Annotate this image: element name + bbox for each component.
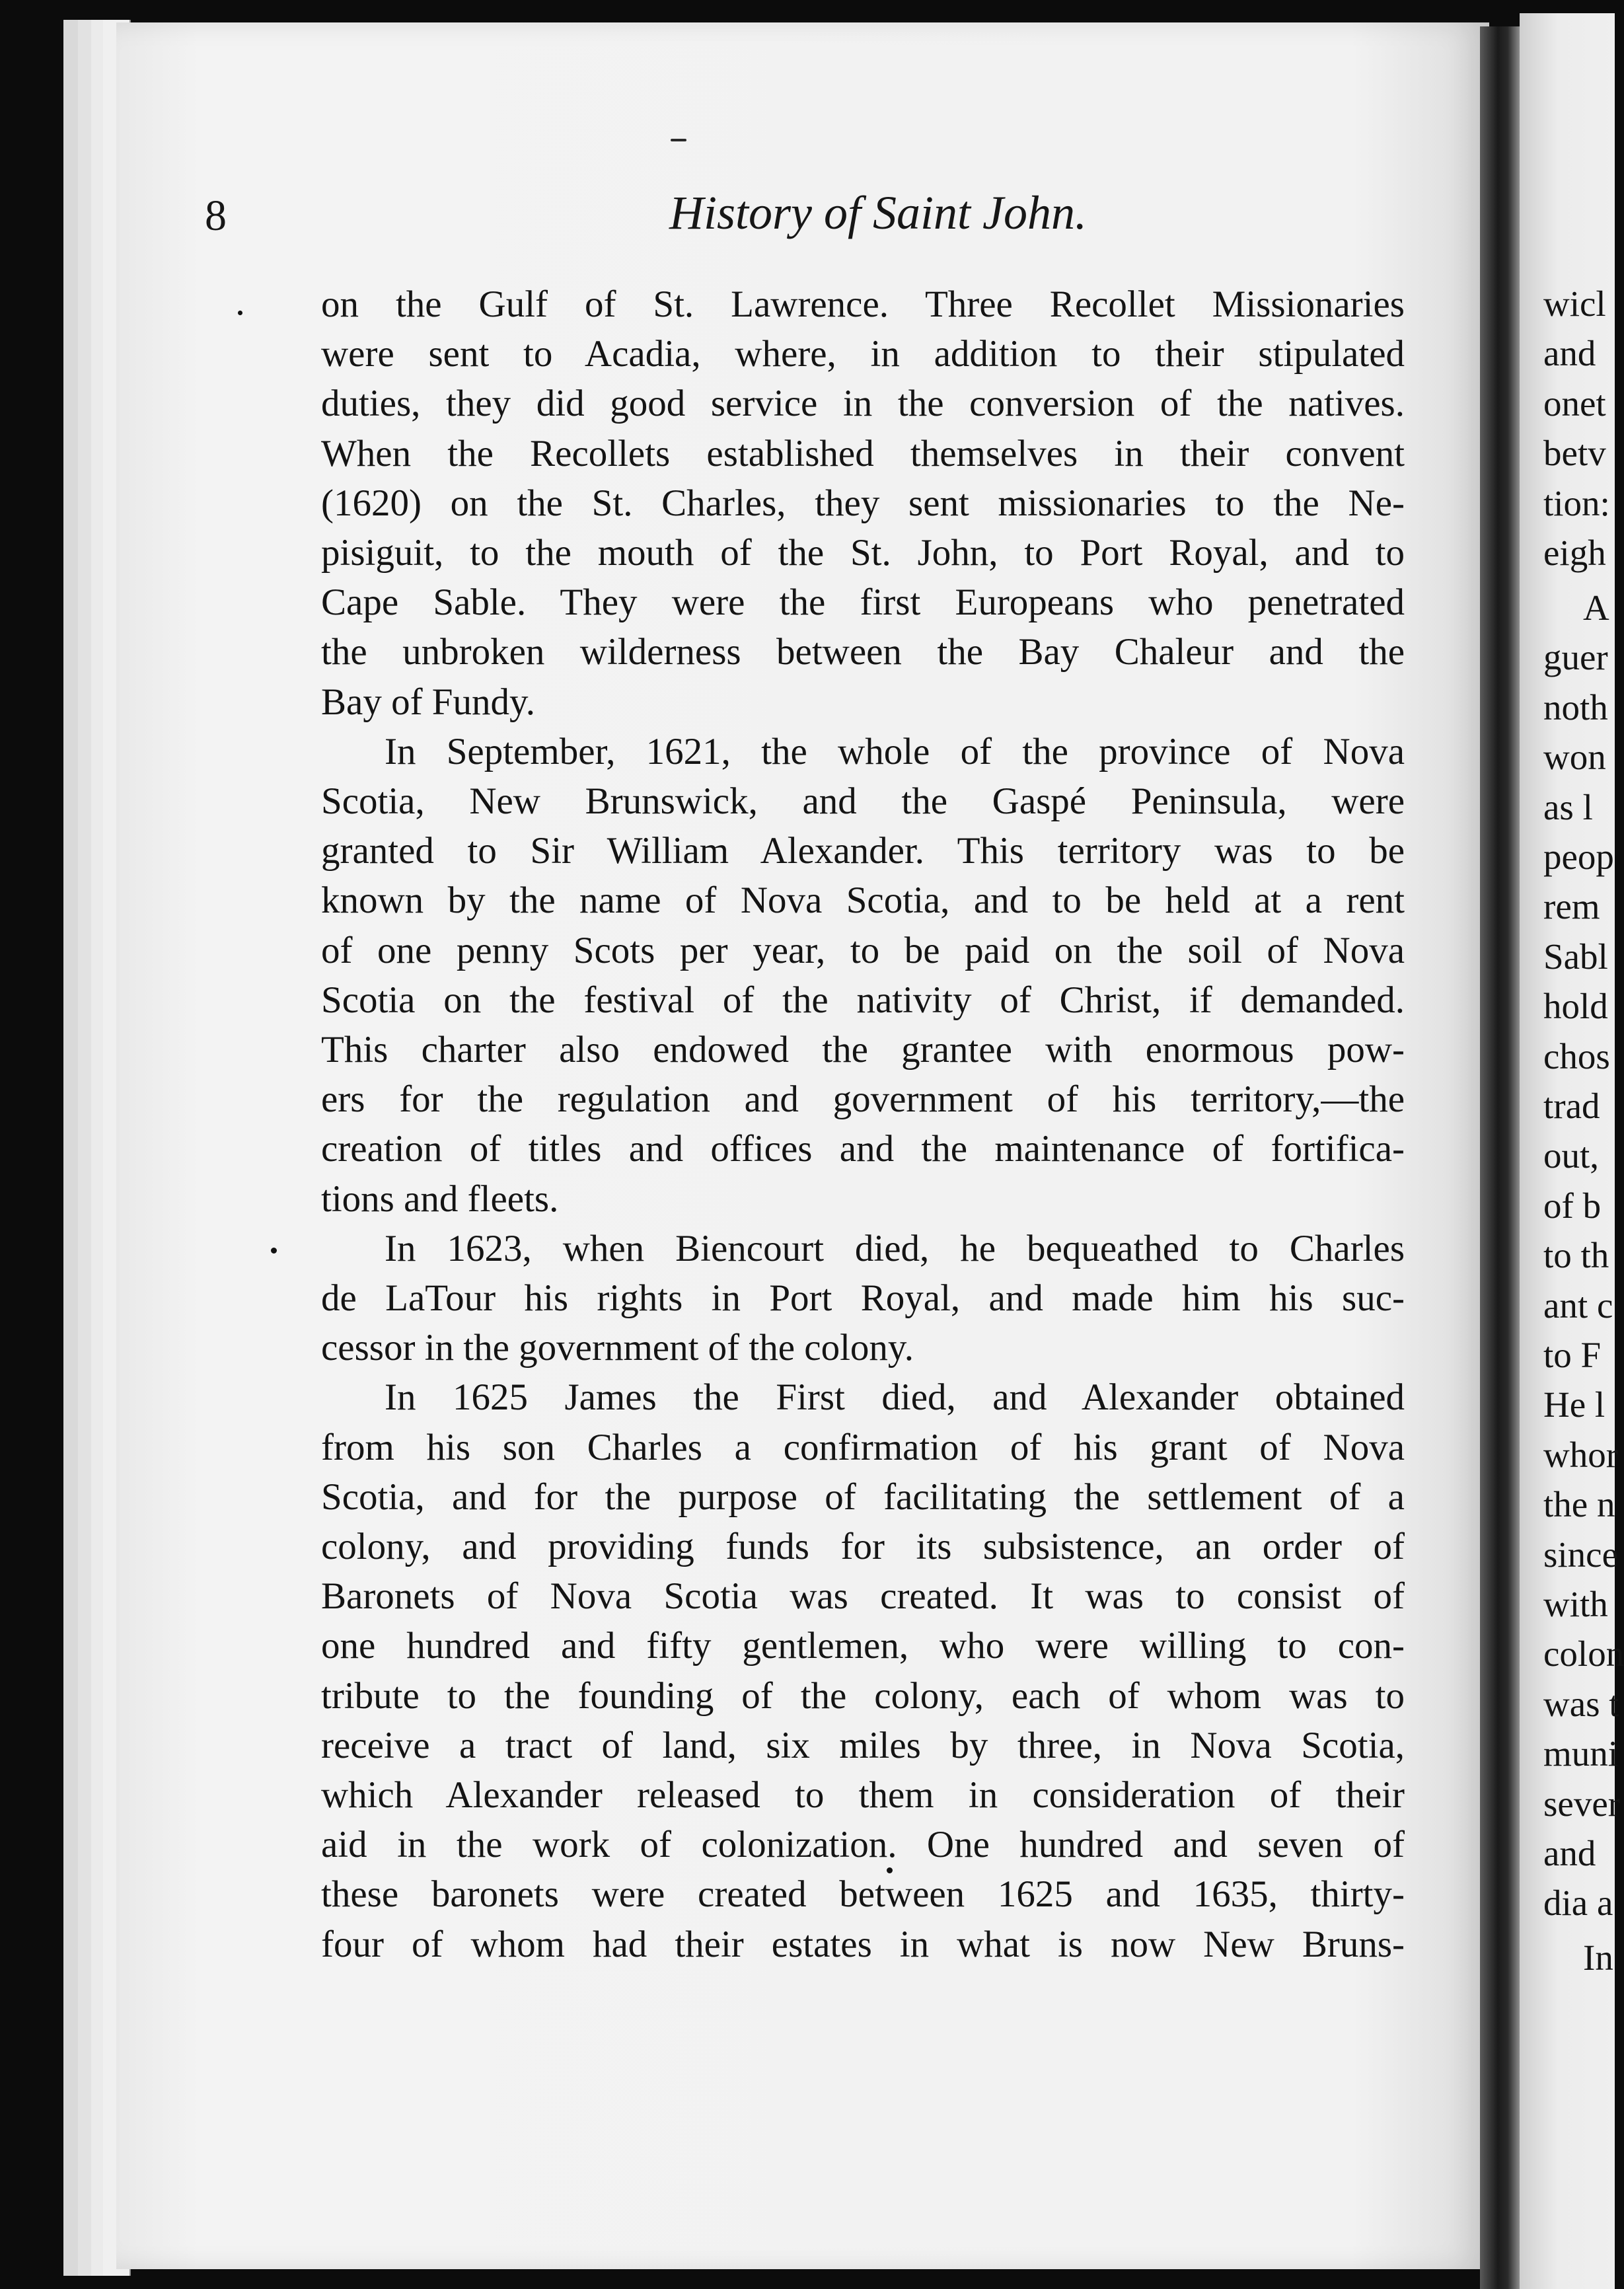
body-line: Cape Sable. They were the first Europeans who penetrated (321, 582, 1405, 623)
body-line: were sent to Acadia, where, in addition to their stipulated (321, 333, 1405, 375)
facing-line: wicl (1543, 283, 1606, 324)
body-line: four of whom had their estates in what is now New Bruns- (321, 1924, 1405, 1965)
body-line: from his son Charles a confirmation of his grant of Nova (321, 1427, 1405, 1468)
dust-speck (887, 1867, 893, 1873)
body-line: pisiguit, to the mouth of the St. John, to Port Royal, and to (321, 532, 1405, 574)
facing-line: rem (1543, 886, 1600, 926)
body-line: creation of titles and offices and the maintenance of fortifica- (321, 1128, 1405, 1170)
body-line: known by the name of Nova Scotia, and to be held at a rent (321, 880, 1405, 921)
body-line: receive a tract of land, six miles by three, in Nova Scotia, (321, 1725, 1405, 1766)
body-line: the unbroken wilderness between the Bay Chaleur and the (321, 631, 1405, 673)
facing-line: onet (1543, 383, 1606, 424)
facing-line: muni (1543, 1733, 1619, 1774)
facing-line: peop (1543, 837, 1614, 877)
facing-line: whor (1543, 1435, 1619, 1475)
dust-speck (671, 139, 686, 141)
facing-line: betv (1543, 433, 1606, 473)
facing-line: Sabl (1543, 936, 1608, 977)
facing-line: guer (1543, 637, 1608, 677)
facing-line: and (1543, 333, 1596, 373)
facing-line: was t (1543, 1684, 1619, 1724)
body-line: Scotia, and for the purpose of facilitating the settlement of a (321, 1476, 1405, 1518)
body-line: granted to Sir William Alexander. This territory was to be (321, 830, 1405, 872)
facing-line: ant c (1543, 1285, 1613, 1326)
body-line: of one penny Scots per year, to be paid on the soil of Nova (321, 930, 1405, 971)
facing-line: chos (1543, 1036, 1610, 1076)
facing-line: of b (1543, 1185, 1602, 1226)
body-line: In September, 1621, the whole of the province of Nova (385, 731, 1405, 772)
body-line: Scotia on the festival of the nativity of Christ, if demanded. (321, 979, 1405, 1021)
body-line: duties, they did good service in the conversion of the natives. (321, 383, 1405, 424)
facing-line: colon (1543, 1633, 1624, 1674)
body-line: ers for the regulation and government of his territory,—the (321, 1078, 1405, 1120)
facing-line: In (1583, 1937, 1613, 1978)
body-line: In 1623, when Biencourt died, he bequeathed to Charles (385, 1228, 1405, 1269)
facing-line: with (1543, 1584, 1608, 1624)
facing-line: A (1583, 587, 1609, 628)
body-line: on the Gulf of St. Lawrence. Three Recollet Missionaries (321, 283, 1405, 325)
dust-speck (238, 311, 242, 315)
body-line: one hundred and fifty gentlemen, who were willing to con- (321, 1625, 1405, 1667)
body-line: which Alexander released to them in consideration of their (321, 1774, 1405, 1816)
body-line: tribute to the founding of the colony, each of whom was to (321, 1675, 1405, 1717)
facing-line: as l (1543, 787, 1593, 827)
body-line: When the Recollets established themselves in their convent (321, 433, 1405, 474)
running-title (119, 186, 1492, 240)
body-line: aid in the work of colonization. One hundred and seven of (321, 1824, 1405, 1865)
facing-line: won (1543, 737, 1606, 777)
body-line: tions and fleets. (321, 1178, 559, 1220)
facing-line: sever (1543, 1783, 1621, 1824)
facing-line: since (1543, 1534, 1619, 1575)
running-title-text: History of Saint John. (669, 186, 1087, 239)
binding-gutter (1480, 26, 1520, 2289)
facing-line: noth (1543, 687, 1608, 728)
body-line: Scotia, New Brunswick, and the Gaspé Peninsula, were (321, 780, 1405, 822)
facing-line: tion: (1543, 483, 1610, 523)
body-line: these baronets were created between 1625 and 1635, thirty- (321, 1873, 1405, 1915)
body-line: This charter also endowed the grantee with enormous pow- (321, 1029, 1405, 1070)
facing-line: and (1543, 1833, 1596, 1873)
facing-line: trad (1543, 1086, 1600, 1126)
facing-line: hold (1543, 986, 1608, 1026)
facing-line: to F (1543, 1335, 1602, 1375)
facing-line: out, (1543, 1135, 1600, 1176)
body-line: Baronets of Nova Scotia was created. It was to consist of (321, 1575, 1405, 1617)
body-line: cessor in the government of the colony. (321, 1327, 914, 1369)
facing-line: the n (1543, 1484, 1615, 1524)
facing-line: eigh (1543, 533, 1606, 573)
facing-line: dia a (1543, 1883, 1613, 1923)
body-line: colony, and providing funds for its subsistence, an order of (321, 1526, 1405, 1567)
body-line: Bay of Fundy. (321, 681, 536, 723)
dust-speck (271, 1248, 277, 1254)
body-line: de LaTour his rights in Port Royal, and made him his suc- (321, 1277, 1405, 1319)
body-line: (1620) on the St. Charles, they sent missionaries to the Ne- (321, 482, 1405, 524)
facing-page (1520, 13, 1624, 2289)
page-number: 8 (205, 192, 227, 240)
facing-line: He l (1543, 1384, 1606, 1425)
body-line: In 1625 James the First died, and Alexander obtained (385, 1376, 1405, 1418)
facing-line: to th (1543, 1235, 1609, 1275)
